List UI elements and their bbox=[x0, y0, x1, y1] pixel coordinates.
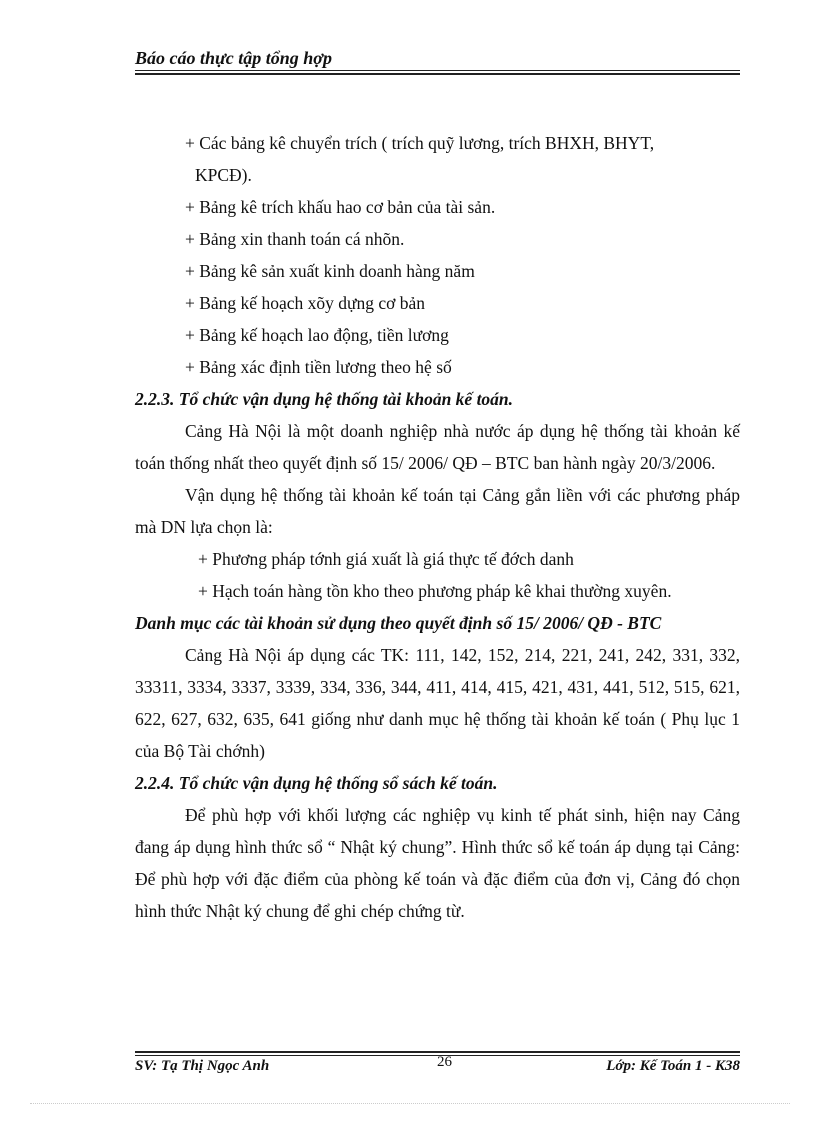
document-body bbox=[135, 127, 740, 927]
page-edge-divider bbox=[30, 1103, 790, 1104]
paragraph: Để phù hợp với khối lượng các nghiệp vụ kinh tế phát sinh, hiện nay Cảng đang áp dụng hình thức sổ “ Nhật ký chung”. Hình thức sổ kế toán áp dụng tại Cảng: Để phù hợp với đặc điểm của phòng kế toán và đặc điểm của đơn vị, Cảng đó chọn hình thức Nhật ký chung để ghi chép chứng từ. bbox=[135, 805, 740, 921]
list-item-continuation: KPCĐ). bbox=[195, 165, 252, 185]
page-header-title: Báo cáo thực tập tổng hợp bbox=[135, 48, 332, 68]
section-heading-2-2-4: 2.2.4. Tổ chức vận dụng hệ thống sổ sách kế toán. bbox=[135, 773, 498, 793]
accounts-list-heading: Danh mục các tài khoản sử dụng theo quyết định số 15/ 2006/ QĐ - BTC bbox=[135, 613, 662, 633]
header-rule bbox=[135, 70, 740, 71]
paragraph: Cảng Hà Nội là một doanh nghiệp nhà nước áp dụng hệ thống tài khoản kế toán thống nhất theo quyết định số 15/ 2006/ QĐ – BTC ban hành ngày 20/3/2006. bbox=[135, 421, 740, 473]
footer-student-name: SV: Tạ Thị Ngọc Anh bbox=[135, 1058, 270, 1074]
header-rule-thick bbox=[135, 73, 740, 75]
list-item: + Phương pháp tớnh giá xuất là giá thực tế đớch danh bbox=[198, 549, 574, 569]
list-item: + Bảng xin thanh toán cá nhõn. bbox=[185, 229, 405, 249]
list-item: + Hạch toán hàng tồn kho theo phương pháp kê khai thường xuyên. bbox=[198, 581, 672, 601]
paragraph: Cảng Hà Nội áp dụng các TK: 111, 142, 152, 214, 221, 241, 242, 331, 332, 33311, 3334, 3337, 3339, 334, 336, 344, 411, 414, 415, 421, 431, 441, 512, 515, 621, 622, 627, 632, 635, 641 giống như danh mục hệ thống tài khoản kế toán ( Phụ lục 1 của Bộ Tài chớnh) bbox=[135, 645, 740, 761]
list-item: + Bảng kê trích khấu hao cơ bản của tài sản. bbox=[185, 197, 496, 217]
list-item: + Bảng kế hoạch xõy dựng cơ bản bbox=[185, 293, 426, 313]
list-item: + Bảng xác định tiền lương theo hệ số bbox=[185, 357, 452, 377]
page-number: 26 bbox=[437, 1054, 452, 1070]
paragraph: Vận dụng hệ thống tài khoản kế toán tại Cảng gắn liền với các phương pháp mà DN lựa chọn là: bbox=[135, 485, 740, 537]
list-item: + Các bảng kê chuyển trích ( trích quỹ lương, trích BHXH, BHYT, bbox=[185, 133, 655, 153]
list-item: + Bảng kê sản xuất kinh doanh hàng năm bbox=[185, 261, 475, 281]
footer-class: Lớp: Kế Toán 1 - K38 bbox=[606, 1058, 740, 1074]
section-heading-2-2-3: 2.2.3. Tổ chức vận dụng hệ thống tài khoản kế toán. bbox=[135, 389, 514, 409]
footer-rule-thick bbox=[135, 1051, 740, 1053]
list-item: + Bảng kế hoạch lao động, tiền lương bbox=[185, 325, 449, 345]
